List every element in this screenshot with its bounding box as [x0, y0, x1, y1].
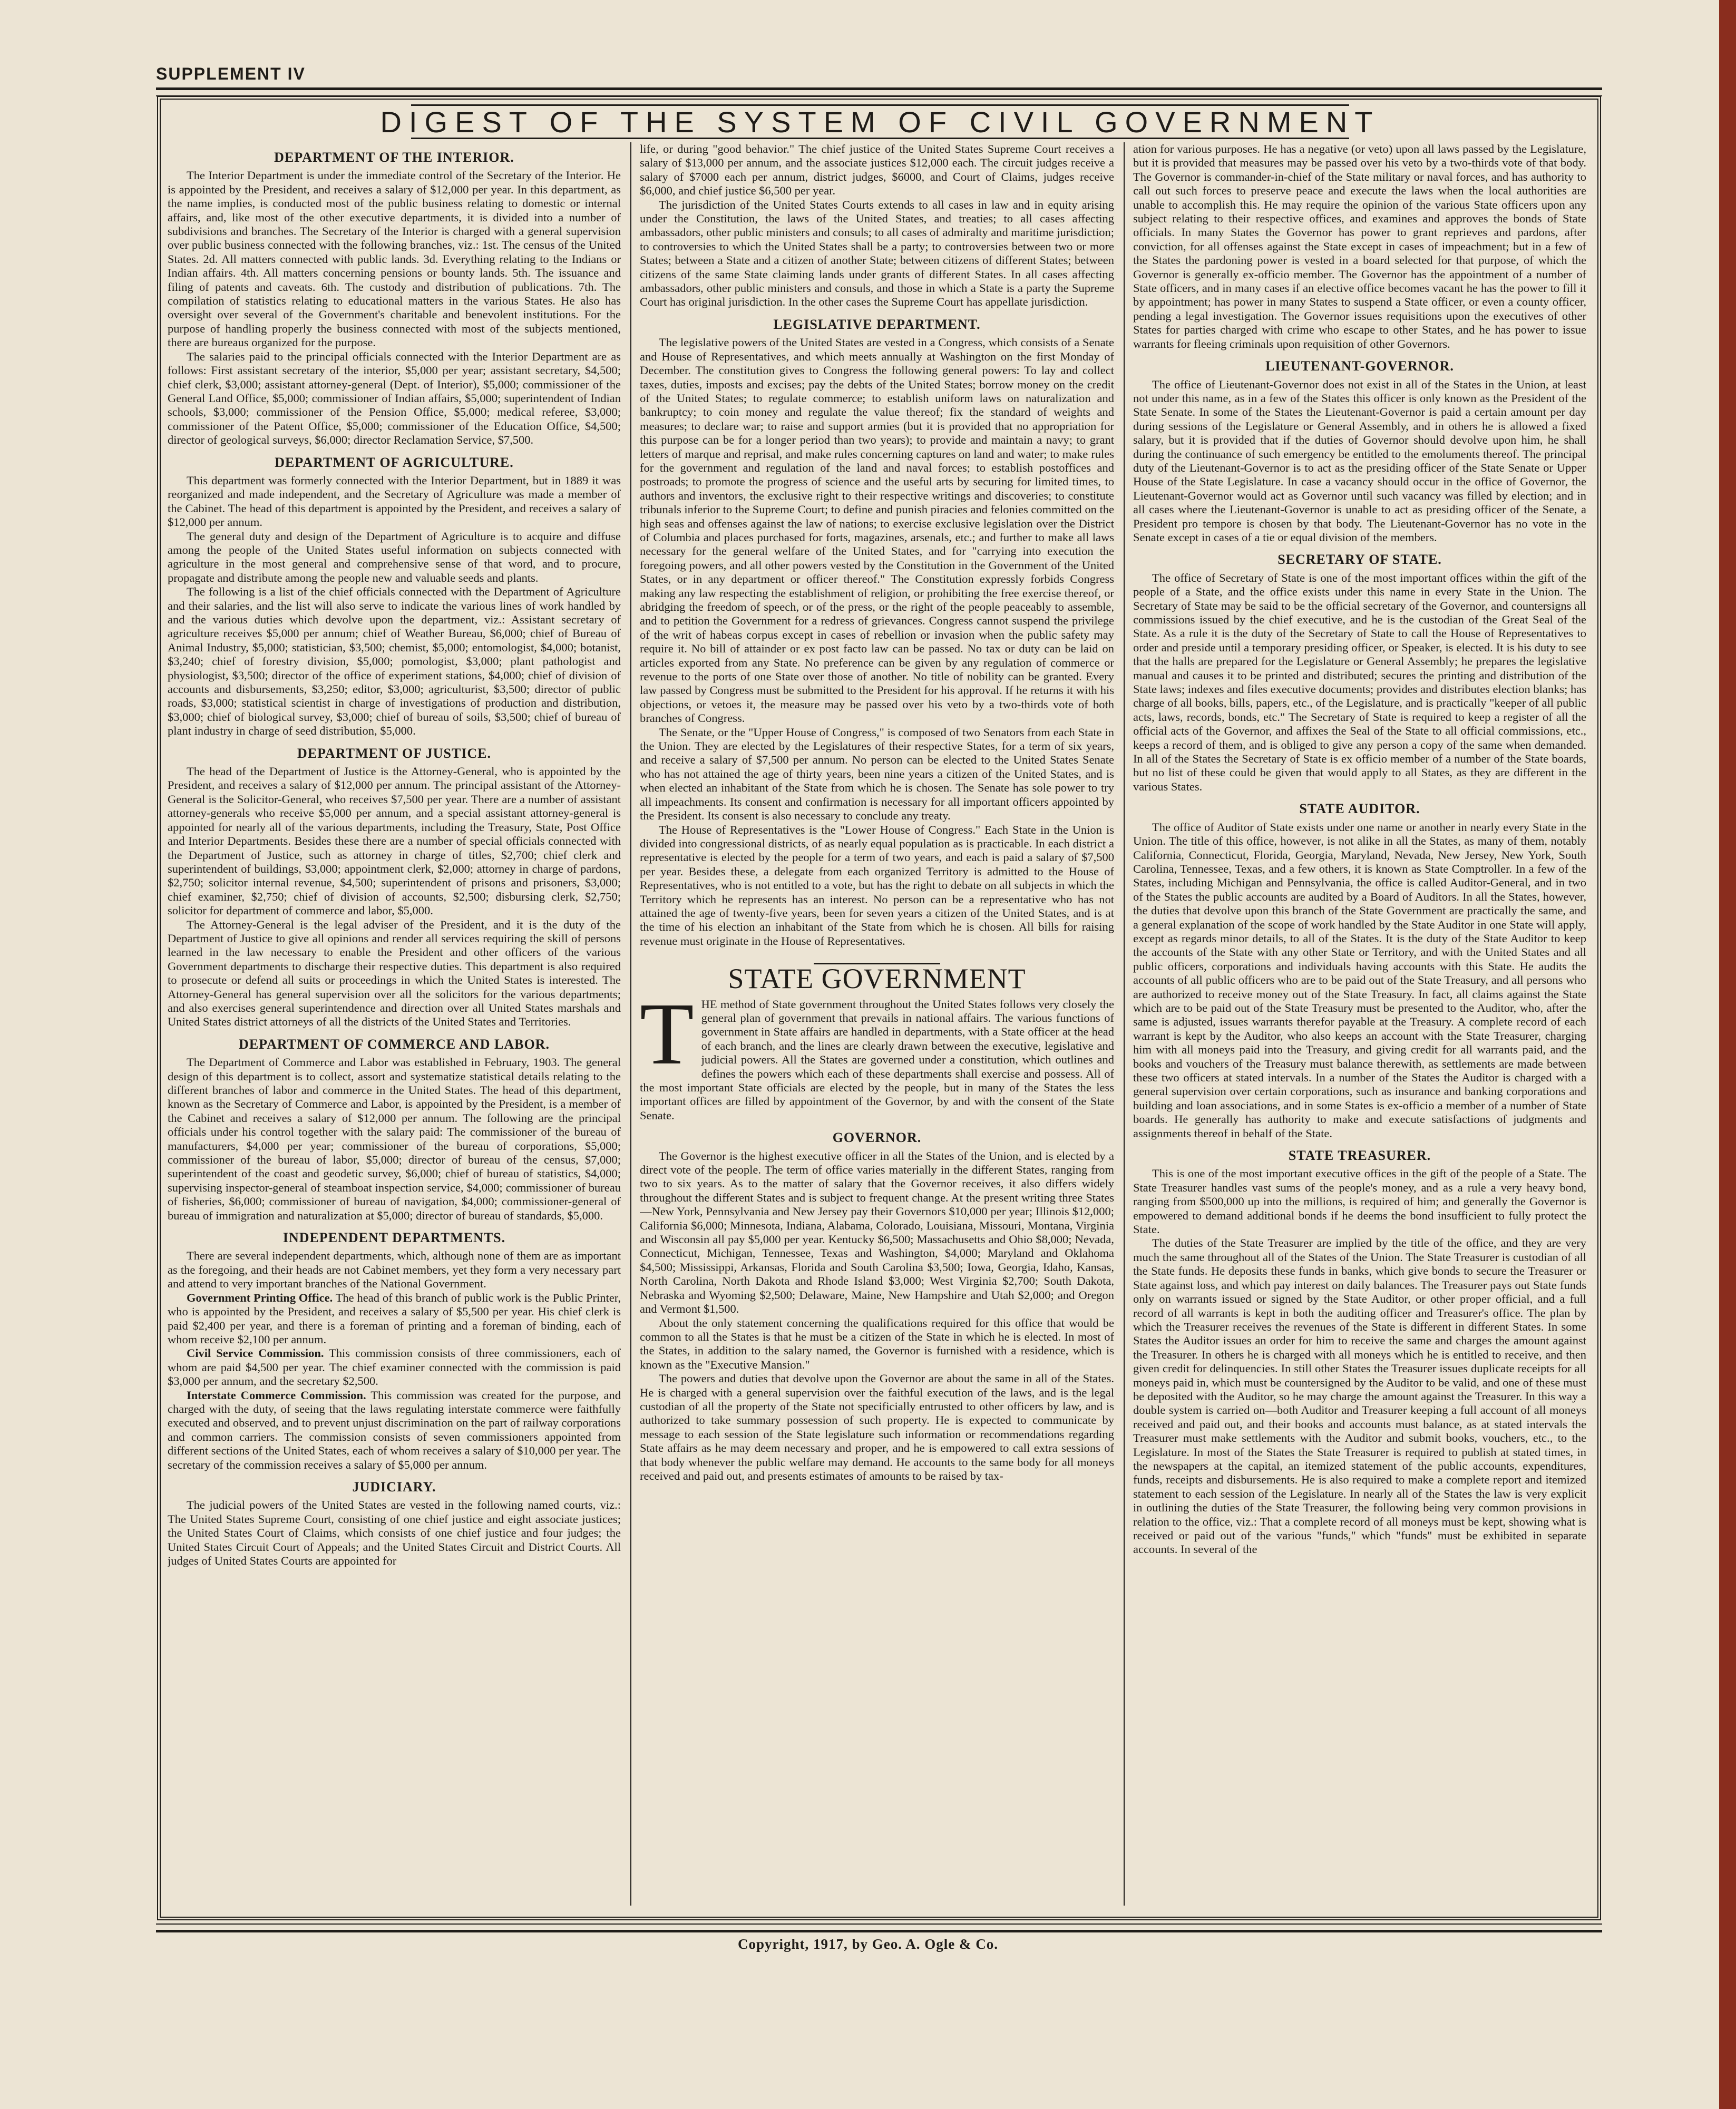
paragraph-text: HE method of State government throughout the United States follows very closely the general plan of government that prevails in national affairs. The various functions of government in State affairs are handled in departments, with a State officer at the head of each branch, and the lines are clearly drawn between the executive, legislative and judicial powers. All the States are governed under a constitution, which outlines and defines the powers which each of these departments shall exercise and possess. All of the most important State officials are elected by the people, but in many of the States the less important offices are filled by appointment of the Governor, by and with the consent of the State Senate.: [640, 997, 1114, 1122]
title-banner: [380, 104, 1380, 139]
run-in-label: Interstate Commerce Commission.: [187, 1388, 366, 1402]
paragraph: The office of Auditor of State exists under one name or another in nearly every State in the Union. The title of this office, however, is not alike in all the States, as many of them, notably California, Connecticut, Florida, Georgia, Maryland, Nevada, New Jersey, New York, South Carolina, Tennessee, Texas, and a few others, it is known as State Comptroller. In a few of the States, including Michigan and Pennsylvania, the office is called Auditor-General, and in two of the States the public accounts are audited by a Board of Auditors. In all the States, however, the duties that devolve upon this branch of the State Government are practically the same, and a general explanation of the scope of work handled by the State Auditor in one State will apply, except as regards minor details, to all of the States. It is the duty of the State Auditor to keep the accounts of the State with any other State or Territory, and with the United States and all public officers, corporations and individuals having accounts with this State. He audits the accounts of all public officers who are to be paid out of the State Treasury, and all persons who are authorized to receive money out of the State Treasury. In fact, all claims against the State which are to be paid out of the State Treasury must be presented to the Auditor, who, after the same is adjusted, issues warrants therefor payable at the Treasury. A complete record of each warrant is kept by the Auditor, who also keeps an account with the State Treasurer, charging him with all moneys paid into the Treasury, and giving credit for all warrants paid, and the books and vouchers of the Treasury must balance therewith, as settlements are made between these two officers at stated intervals. In a number of the States the Auditor is charged with a general supervision over certain corporations, such as insurance and banking corporations and building and loan associations, and in some States is ex-officio a member of a number of State boards. He generally has authority to make and execute satisfactions of judgments and assignments thereof in behalf of the State.: [1133, 820, 1586, 1140]
paragraph: The head of the Department of Justice is the Attorney-General, who is appointed by the President, and receives a salary of $12,000 per annum. The principal assistant of the Attorney-General is the Solicitor-General, who receives $7,500 per year. There are a number of assistant attorney-generals who receive $5,000 per annum, and a special assistant attorney-general is appointed for nearly all of the various departments, including the Treasury, State, Post Office and Interior Departments. Besides these there are a number of special officials connected with the Department of Justice, such as attorney in charge of titles, $2,700; chief clerk and superintendent of buildings, $3,000; appointment clerk, $2,000; attorney in charge of pardons, $2,750; solicitor internal revenue, $4,500; superintendent of prisons and prisoners, $3,000; chief examiner, $2,750; chief of division of accounts, $2,500; disbursing clerk, $2,750; solicitor for department of commerce and labor, $5,000.: [168, 765, 621, 917]
paragraph: This is one of the most important executive offices in the gift of the people of a State. The State Treasurer handles vast sums of the people's money, and as a rule a very heavy bond, ranging from $500,000 up into the millions, is required of him; and generally the Governor is empowered to demand additional bonds if he deems the bond insufficient to fully protect the State.: [1133, 1167, 1586, 1236]
run-in-label: Government Printing Office.: [187, 1291, 333, 1304]
paragraph: ation for various purposes. He has a negative (or veto) upon all laws passed by the Legislature, but it is provided that measures may be passed over his veto by a two-thirds vote of that body. The Governor is commander-in-chief of the State military or naval forces, and has authority to call out such forces to preserve peace and execute the laws when the local authorities are unable to accomplish this. He may require the opinion of the various State officers upon any subject relating to their respective offices, and examines and approves the bonds of State officials. In many States the Governor has power to grant reprieves and pardons, after conviction, for all offenses against the State except in cases of impeachment; but in a few of the States the pardoning power is vested in a board selected for that purpose, of which the Governor is generally ex-officio member. The Governor has the appointment of a number of State officers, and in many cases if an elective office becomes vacant he has the power to fill it by appointment; has power in many States to suspend a State officer, or even a county officer, pending a legal investigation. The Governor issues requisitions upon the executives of other States for parties charged with crime who escape to other States, and he has power to issue warrants for fleeing criminals upon requisition of other Governors.: [1133, 142, 1586, 350]
paragraph: The powers and duties that devolve upon the Governor are about the same in all of the States. He is charged with a general supervision over the faithful execution of the laws, and is the legal custodian of all the property of the State not specificially entrusted to other officers by law, and is authorized to take summary possession of such property. He is expected to communicate by message to each session of the State legislature such information or recommendations regarding State affairs as he may deem necessary and proper, and he is empowered to call extra sessions of that body whenever the public welfare may demand. He accounts to the same body for all moneys received and paid out, and presents estimates of amounts to be raised by tax-: [640, 1372, 1114, 1482]
paragraph: The legislative powers of the United States are vested in a Congress, which consists of a Senate and House of Representatives, and which meets annually at Washington on the first Monday of December. The constitution gives to Congress the following general powers: To lay and collect taxes, duties, imposts and excises; pay the debts of the United States; borrow money on the credit of the United States; to regulate commerce; to establish uniform laws on naturalization and bankruptcy; to coin money and regulate the value thereof; fix the standard of weights and measures; to declare war; to raise and support armies (but it is provided that no appropriation for this purpose can be for a longer period than two years); to provide and maintain a navy; to grant letters of marque and reprisal, and make rules concerning captures on land and water; to make rules for the government and regulation of the land and naval forces; to establish postoffices and postroads; to promote the progress of science and the useful arts by securing for limited times, to authors and inventors, the exclusive right to their respective writings and discoveries; to constitute tribunals inferior to the Supreme Court; to define and punish piracies and felonies committed on the high seas and offenses against the law of nations; to exercise exclusive legislation over the District of Columbia and places purchased for forts, magazines, arsenals, etc.; and further to make all laws necessary for the general welfare of the United States, and for "carrying into execution the foregoing powers, and all other powers vested by the Constitution in the Government of the United States, or in any department or officer thereof." The Constitution expressly forbids Congress making any law respecting the establishment of religion, or prohibiting the free exercise thereof, or abridging the freedom of speech, or of the press, or the right of the people peaceably to assemble, and to petition the Government for a redress of grievances. Congress cannot suspend the privilege of the writ of habeas corpus except in cases of rebellion or invasion when the public safety may require it. No bill of attainder or ex post facto law can be passed. No tax or duty can be laid on articles exported from any State. No preference can be given by any regulation of commerce or revenue to the ports of one State over those of another. No title of nobility can be granted. Every law passed by Congress must be submitted to the President for his approval. If he returns it with his objections, or vetoes it, the measure may be passed over his veto by a two-thirds vote of both branches of Congress.: [640, 336, 1114, 725]
paragraph: [168, 1346, 621, 1388]
paragraph: The Senate, or the "Upper House of Congress," is composed of two Senators from each State in the Union. They are elected by the Legislatures of their respective States, for a term of six years, and receive a salary of $7,500 per annum. No person can be elected to the United States Senate who has not attained the age of thirty years, been nine years a citizen of the United States, and is when elected an inhabitant of the State from which he is chosen. The Senate has sole power to try all impeachments. Its consent and confirmation is necessary for all important officers appointed by the President. Its consent is also necessary to conclude any treaty.: [640, 725, 1114, 823]
paragraph: [168, 1291, 621, 1347]
paragraph: life, or during "good behavior." The chief justice of the United States Supreme Court receives a salary of $13,000 per annum, and the associate justices $12,000 each. The circuit judges receive a salary of $7000 each per annum, district judges, $6000, and Court of Claims, judges receive $6,000, and chief justice $6,500 per year.: [640, 142, 1114, 198]
paragraph-text: This commission consists of three commissioners, each of whom are paid $4,500 per year. The chief examiner connected with the commission is paid $3,000 per annum, and the secretary $2,500.: [168, 1346, 621, 1388]
supplement-label: SUPPLEMENT IV: [156, 64, 306, 83]
column-1: [168, 142, 621, 1906]
section-heading-interior: DEPARTMENT OF THE INTERIOR.: [274, 150, 514, 165]
paragraph: The Interior Department is under the immediate control of the Secretary of the Interior. He is appointed by the President, and receives a salary of $12,000 per year. In this department, as the name implies, is conducted most of the public business relating to domestic or internal affairs, and, like most of the other executive departments, it is divided into a number of subdivisions and branches. The Secretary of the Interior is charged with a general supervision over public business connected with the following branches, viz.: 1st. The census of the United States. 2d. All matters connected with public lands. 3d. Everything relating to the Indians or Indian affairs. 4th. All matters concerning pensions or bounty lands. 5th. The issuance and filing of patents and caveats. 6th. The custody and distribution of publications. 7th. The compilation of statistics relating to educational matters in the various States. He also has oversight over several of the Government's charitable and benevolent institutions. For the purpose of handling properly the business connected with most of the subjects mentioned, there are bureaus organized for the purpose.: [168, 169, 621, 349]
section-heading-commerce: DEPARTMENT OF COMMERCE AND LABOR.: [239, 1036, 550, 1052]
paragraph-text: This commission was created for the purpose, and charged with the duty, of seeing that the laws regulating interstate commerce were faithfully executed and observed, and to prevent unjust discrimination on the part of railway corporations and common carriers. The commission consists of seven commissioners appointed from different sections of the United States, each of whom receives a salary of $10,000 per year. The secretary of the commission receives a salary of $5,000 per annum.: [168, 1388, 621, 1471]
column-divider-2: [1124, 142, 1125, 1906]
copyright-line: Copyright, 1917, by Geo. A. Ogle & Co.: [738, 1936, 998, 1952]
paragraph: [168, 1389, 621, 1472]
section-heading-state-treasurer: STATE TREASURER.: [1288, 1148, 1431, 1164]
section-heading-agriculture: DEPARTMENT OF AGRICULTURE.: [275, 454, 514, 470]
column-divider-1: [630, 142, 631, 1906]
run-in-label: Civil Service Commission.: [187, 1346, 324, 1360]
column-3: [1133, 142, 1586, 1906]
section-heading-judiciary: JUDICIARY.: [352, 1479, 436, 1495]
paragraph: This department was formerly connected with the Interior Department, but in 1889 it was reorganized and made independent, and the Secretary of Agriculture was made a member of the Cabinet. The head of this department is appointed by the President, and receives a salary of $12,000 per annum.: [168, 473, 621, 529]
paragraph: There are several independent departments, which, although none of them are as important as the foregoing, and their heads are not Cabinet members, yet they form a very necessary part and attend to very important branches of the National Government.: [168, 1249, 621, 1291]
paragraph: [640, 984, 1114, 1123]
paragraph: The following is a list of the chief officials connected with the Department of Agriculture and their salaries, and the list will also serve to indicate the various lines of work handled by and the various duties which devolve upon the department, viz.: Assistant secretary of agriculture receives $5,000 per annum; chief of Weather Bureau, $6,000; chief of Bureau of Animal Industry, $5,000; statistician, $3,500; chemist, $5,000; entomologist, $4,000; botanist, $3,240; chief of forestry division, $5,000; pomologist, $3,000; plant pathologist and physiologist, $3,500; director of the office of experiment stations, $4,000; chief of division of accounts and disbursements, $3,250; editor, $3,000; agriculturist, $3,500; director of public roads, $3,000; statistical scientist in charge of investigations of production and distribution, $3,000; chief of biological survey, $3,000; chief of bureau of soils, $3,500; chief of bureau of plant industry in charge of seed distribution, $5,000.: [168, 585, 621, 738]
top-rule: [156, 87, 1602, 96]
paragraph: The Attorney-General is the legal adviser of the President, and it is the duty of the Department of Justice to give all opinions and render all services requiring the skill of persons learned in the law necessary to enable the President and other officers of the various Government departments to discharge their respective duties. This department is also required to prosecute or defend all suits or proceedings in which the United States is interested. The Attorney-General has general supervision over all the solicitors for the various departments; and also exercises general superintendence and direction over all United States marshals and United States district attorneys of all the districts of the United States and Territories.: [168, 917, 621, 1029]
section-heading-secretary-of-state: SECRETARY OF STATE.: [1277, 552, 1442, 568]
section-heading-legislative: LEGISLATIVE DEPARTMENT.: [773, 316, 981, 332]
paragraph: The jurisdiction of the United States Courts extends to all cases in law and in equity arising under the Constitution, the laws of the United States, and treaties; to all cases affecting ambassadors, other public ministers and consuls; to all cases of admiralty and maritime jurisdiction; to controversies to which the United States shall be a party; to controversies between two or more States; between a State and a citizen of another State; between citizens of different States; between citizens of the same State claiming lands under grants of different States. In all cases affecting ambassadors, other public ministers and consuls, and those in which a State is a party the Supreme Court has original jurisdiction. In the other cases the Supreme Court has appellate jurisdiction.: [640, 198, 1114, 309]
bottom-rule: [156, 1924, 1602, 1932]
paragraph: The judicial powers of the United States are vested in the following named courts, viz.: The United States Supreme Court, consisting of one chief justice and eight associate justices; the United States Court of Claims, which consists of one chief justice and four judges; the United States Circuit Court of Appeals; and the United States Circuit and District Courts. All judges of United States Courts are appointed for: [168, 1498, 621, 1567]
paragraph: About the only statement concerning the qualifications required for this office that would be common to all the States is that he must be a citizen of the State in which he is elected. In most of the States, in addition to the salary named, the Governor is furnished with a residence, which is known as the "Executive Mansion.": [640, 1316, 1114, 1371]
paragraph: The salaries paid to the principal officials connected with the Interior Department are as follows: First assistant secretary of the interior, $5,000 per year; assistant secretary, $4,500; chief clerk, $3,000; assistant attorney-general (Dept. of Interior), $5,000; commissioner of the General Land Office, $5,000; commissioner of Indian affairs, $5,000; superintendent of Indian schools, $3,000; commissioner of the Pension Office, $5,000; medical referee, $3,000; commissioner of the Patent Office, $5,000; commissioner of the Education Office, $4,500; director of geological surveys, $6,000; director Reclamation Service, $7,500.: [168, 349, 621, 447]
paragraph: The office of Secretary of State is one of the most important offices within the gift of the people of a State, and the office exists under this name in every State in the Union. The Secretary of State may be said to be the official secretary of the Governor, and countersigns all commissions issued by the chief executive, and he is the custodian of the Great Seal of the State. As a rule it is the duty of the Secretary of State to call the House of Representatives to order and preside until a temporary presiding officer, or Speaker, is elected. It is his duty to see that the halls are prepared for the Legislature or General Assembly; he prepares the legislative manual and causes it to be printed and distributed; secures the printing and distribution of the State laws; indexes and files executive documents; provides and distributes election blanks; has charge of all books, bills, papers, etc., of the Legislature, and is practically "keeper of all public acts, laws, records, bonds, etc." The Secretary of State is required to keep a register of all the official acts of the Governor, and affixes the Seal of the State to all official commissions, etc., keeps a record of them, and is obliged to give any person a copy of the same when demanded. In all of the States the Secretary of State is ex officio member of a number of the State boards, but no list of these could be given that would apply to all States, as they are different in the various States.: [1133, 571, 1586, 793]
paragraph: The duties of the State Treasurer are implied by the title of the office, and they are very much the same throughout all of the States of the Union. The State Treasurer is custodian of all the State funds. He deposits these funds in banks, which give bonds to secure the Treasurer or State against loss, and which pay interest on daily balances. The Treasurer pays out State funds only on warrants issued or signed by the State Auditor, or other proper official, and a full record of all warrants is kept in both the auditing officer and Treasurer's office. The plan by which the Treasurer receives the revenues of the State is different in different States. In some States the Auditor issues an order for him to receive the same and charges the amount against the Treasurer. In others he is charged with all moneys which he is entitled to receive, and then given credit for delinquencies. In still other States the Treasurer issues duplicate receipts for all moneys paid in, which must be countersigned by the Auditor to be valid, and one of these must be deposited with the Auditor, so he may charge the amount against the Treasurer. In this way a double system is carried on—both Auditor and Treasurer keeping a full account of all moneys received and paid out, and their books and accounts must balance, as at stated intervals the Treasurer must make settlements with the Auditor and submit books, vouchers, etc., to the Legislature. In most of the States the State Treasurer is required to publish at stated times, in the newspapers at the capital, an itemized statement of the public accounts, expenditures, funds, receipts and disbursements. He is also required to make a complete report and itemized statement to each session of the Legislature. In nearly all of the States the law is very explicit in outlining the duties of the State Treasurer, the following being very common provisions in relation to the office, viz.: That a complete record of all moneys must be kept, showing what is received or paid out of the various "funds," which "funds" must be exhibited in separate accounts. In several of the: [1133, 1236, 1586, 1556]
state-government-heading: STATE GOVERNMENT: [728, 963, 1026, 995]
paragraph: The House of Representatives is the "Lower House of Congress." Each State in the Union is divided into congressional districts, of as nearly equal population as is practicable. In each district a representative is elected by the people for a term of two years, and each is paid a salary of $7,500 per year. Besides these, a delegate from each organized Territory is admitted to the House of Representatives, who is not entitled to a vote, but has the right to debate on all subjects in which the Territory which he represents has an interest. No person can be a representative who has not attained the age of twenty-five years, been for seven years a citizen of the United States, and is at the time of his election an inhabitant of the State from which he is chosen. All bills for raising revenue must originate in the House of Representatives.: [640, 823, 1114, 948]
book-binding-edge: [1719, 0, 1736, 2109]
section-heading-state-auditor: STATE AUDITOR.: [1299, 801, 1420, 817]
paragraph-text: The head of this branch of public work is the Public Printer, who is appointed by the President, and receives a salary of $5,500 per year. His chief clerk is paid $2,400 per year, and there is a foreman of printing and a foreman of binding, each of whom receive $2,100 per annum.: [168, 1291, 621, 1346]
section-heading-independent: INDEPENDENT DEPARTMENTS.: [282, 1230, 506, 1246]
drop-cap: T: [640, 984, 694, 1083]
paragraph: The Department of Commerce and Labor was established in February, 1903. The general design of this department is to collect, assort and systematize statistical details relating to the different branches of labor and commerce in the United States. The head of this department, known as the Secretary of Commerce and Labor, is appointed by the President, is a member of the Cabinet and receives a salary of $12,000 per annum. The following are the principal officials under his control together with the salary paid: The commissioner of the bureau of manufacturers, $4,000 per year; commissioner of the bureau of corporations, $5,000; commissioner of the bureau of labor, $5,000; director of bureau of the census, $7,000; superintendent of the coast and geodetic survey, $6,000; chief of bureau of statistics, $4,000; supervising inspector-general of steamboat inspection service, $4,000; commissioner of bureau of fisheries, $6,000; commissioner of bureau of navigation, $4,000; commissioner-general of bureau of immigration and naturalization at $5,000; director of bureau of standards, $5,000.: [168, 1056, 621, 1222]
column-2: [640, 142, 1114, 1906]
section-heading-governor: GOVERNOR.: [832, 1130, 922, 1146]
section-heading-justice: DEPARTMENT OF JUSTICE.: [297, 745, 492, 761]
paragraph: The office of Lieutenant-Governor does not exist in all of the States in the Union, at least not under this name, as in a few of the States this officer is only known as the President of the State Senate. In some of the States the Lieutenant-Governor is paid a certain amount per day during sessions of the Legislature or General Assembly, and in others he is allowed a fixed salary, but it is provided that if the duties of Governor should devolve upon him, he shall during the continuance of such emergency be entitled to the emoluments thereof. The principal duty of the Lieutenant-Governor is to act as the presiding officer of the State Senate or Upper House of the State Legislature. In case a vacancy should occur in the office of Governor, the Lieutenant-Governor would act as Governor until such vacancy was filled by election; and in all cases where the Lieutenant-Governor is unable to act as presiding officer of the Senate, a President pro tempore is chosen by that body. The Lieutenant-Governor has no vote in the Senate except in cases of a tie or equal division of the members.: [1133, 377, 1586, 544]
page-title: DIGEST OF THE SYSTEM OF CIVIL GOVERNMENT: [380, 105, 1380, 139]
paragraph: The Governor is the highest executive officer in all the States of the Union, and is elected by a direct vote of the people. The term of office varies materially in the different States, ranging from two to six years. As to the matter of salary that the Governor receives, it also differs widely throughout the different States and is subject to frequent change. At the present writing three States—New York, Pennsylvania and New Jersey pay their Governors $10,000 per year; Illinois $12,000; California $6,000; Minnesota, Indiana, Alabama, Colorado, Louisiana, Missouri, Montana, Virginia and Wisconsin all pay $5,000 per year. Kentucky $6,500; Massachusetts and Ohio $8,000; Nevada, Connecticut, Michigan, Tennessee, Texas and Washington, $4,000; Maryland and Oklahoma $4,500; Mississippi, Arkansas, Florida and South Carolina $3,500; Iowa, Georgia, Idaho, Kansas, North Carolina, North Dakota and Rhode Island $3,000; West Virginia $2,700; South Dakota, Nebraska and Wyoming $2,500; Delaware, Maine, New Hampshire and Utah $2,000; and Oregon and Vermont $1,500.: [640, 1149, 1114, 1316]
paragraph: The general duty and design of the Department of Agriculture is to acquire and diffuse among the people of the United States useful information on subjects connected with agriculture in the most general and comprehensive sense of that word, and to procure, propagate and distribute among the people new and valuable seeds and plants.: [168, 529, 621, 584]
section-heading-lieutenant-governor: LIEUTENANT-GOVERNOR.: [1265, 358, 1454, 374]
